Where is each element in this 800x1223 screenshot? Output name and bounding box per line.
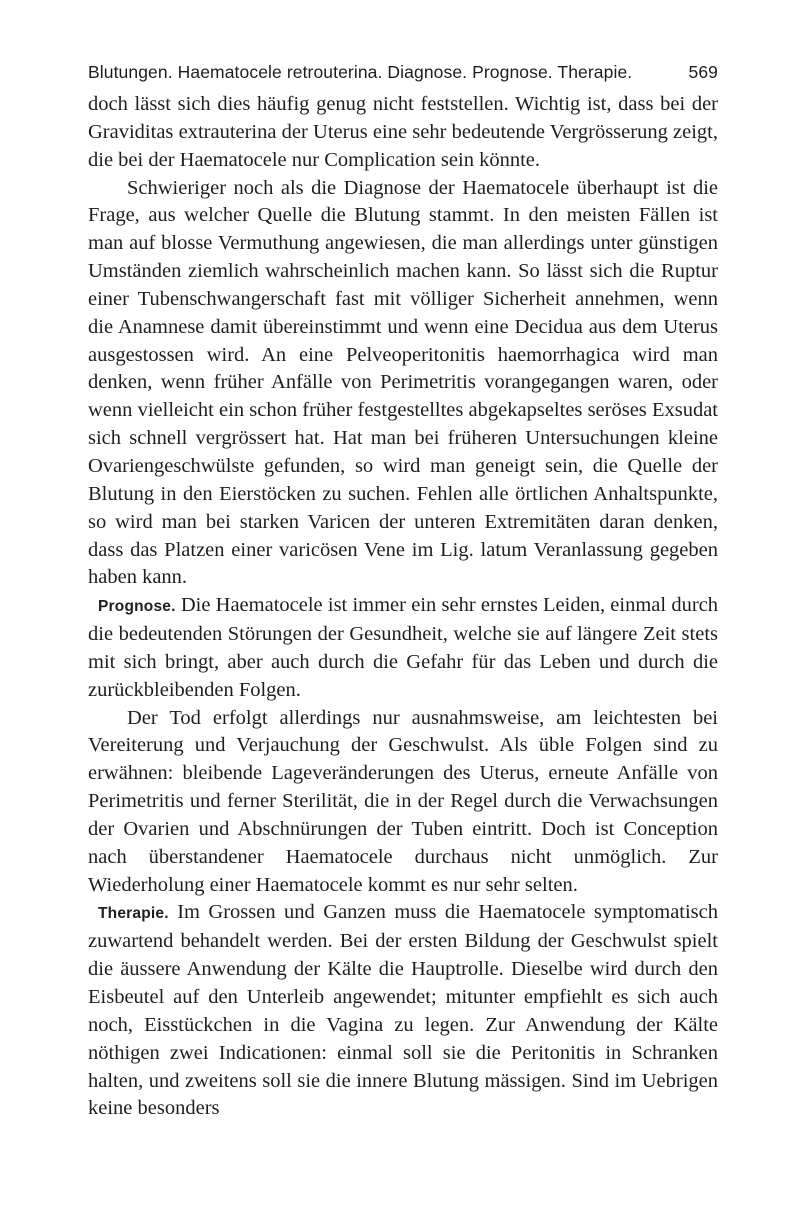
paragraph-text: Im Grossen und Ganzen muss die Haematocele symptomatisch zuwartend behandelt werden. Bei der ersten Bildung der Geschwulst spielt die äussere Anwendung der Kälte die Hauptrolle. Dieselbe wird durch den Eisbeutel auf den Unterleib angewendet; mitunter empfiehlt es sich auch noch, Eisstückchen in die Vagina zu legen. Zur Anwendung der Kälte nöthigen zwei Indicationen: einmal soll sie die Peritonitis in Schranken halten, und zweitens soll sie die innere Blutung mässigen. Sind im Uebrigen keine besonders bbox=[88, 901, 719, 1120]
paragraph-bleeding-source bbox=[88, 175, 718, 593]
paragraph-text: Die Haematocele ist immer ein sehr ernstes Leiden, einmal durch die bedeutenden Störungen der Gesundheit, welche sie auf längere Zeit stets mit sich bringt, aber auch durch die Gefahr für das Leben und durch die zurückbleibenden Folgen. bbox=[88, 594, 718, 701]
running-title: Blutungen. Haematocele retrouterina. Diagnose. Prognose. Therapie. bbox=[88, 62, 633, 82]
body-text bbox=[88, 91, 718, 1123]
section-label-prognosis: Prognose. bbox=[98, 598, 176, 616]
page-number: 569 bbox=[688, 62, 718, 82]
section-label-therapy: Therapie. bbox=[98, 905, 169, 923]
paragraph-prognosis bbox=[88, 592, 718, 704]
running-header bbox=[88, 62, 718, 88]
paragraph-diagnosis-continued bbox=[88, 91, 718, 175]
paragraph-text: Schwieriger noch als die Diagnose der Haematocele überhaupt ist die Frage, aus welcher Quelle die Blutung stammt. In den meisten Fällen ist man auf blosse Vermuthung angewiesen, die man allerdings unter günstigen Umständen ziemlich wahrscheinlich machen kann. So lässt sich die Ruptur einer Tubenschwangerschaft fast mit völliger Sicherheit annehmen, wenn die Anamnese damit übereinstimmt und wenn eine Decidua aus dem Uterus ausgestossen wird. An eine Pelveoperitonitis haemorrhagica wird man denken, wenn früher Anfälle von Perimetritis vorangegangen waren, oder wenn vielleicht ein schon früher festgestelltes abgekapseltes seröses Exsudat sich schnell vergrössert hat. Hat man bei früheren Untersuchungen kleine Ovariengeschwülste gefunden, so wird man geneigt sein, die Quelle der Blutung in den Eierstöcken zu suchen. Fehlen alle örtlichen Anhaltspunkte, so wird man bei starken Varicen der unteren Extremitäten daran denken, dass das Platzen einer varicösen Vene im Lig. latum Veranlassung gegeben haben kann. bbox=[88, 176, 718, 589]
paragraph-therapy bbox=[88, 899, 718, 1123]
paragraph-text: doch lässt sich dies häufig genug nicht feststellen. Wichtig ist, dass bei der Graviditas extrauterina der Uterus eine sehr bedeutende Vergrösserung zeigt, die bei der Haematocele nur Complication sein könnte. bbox=[88, 93, 718, 171]
paragraph-text: Der Tod erfolgt allerdings nur ausnahmsweise, am leichtesten bei Vereiterung und Verjauchung der Geschwulst. Als üble Folgen sind zu erwähnen: bleibende Lageveränderungen des Uterus, erneute Anfälle von Perimetritis und ferner Sterilität, die in der Regel durch die Verwachsungen der Ovarien und Abschnürungen der Tuben eintritt. Doch ist Conception nach überstandener Haematocele durchaus nicht unmöglich. Zur Wiederholung einer Haematocele kommt es nur sehr selten. bbox=[88, 706, 718, 896]
paragraph-outcome bbox=[88, 705, 718, 900]
